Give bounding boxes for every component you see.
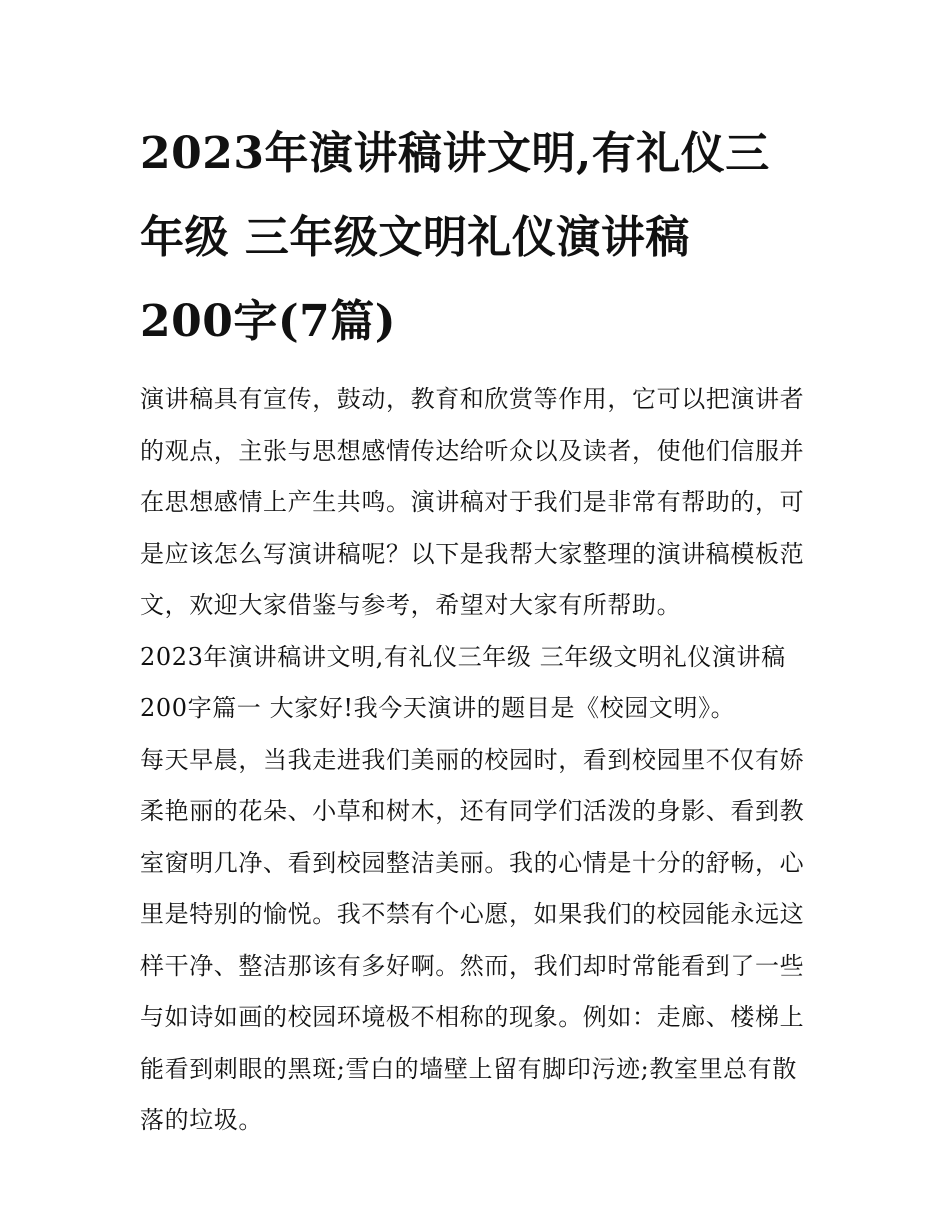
body-line-14: 能看到刺眼的黑斑;雪白的墙壁上留有脚印污迹;教室里总有散 bbox=[140, 1054, 797, 1083]
title-line-3: 200字(7篇) bbox=[140, 296, 397, 347]
body-line-8: 每天早晨，当我走进我们美丽的校园时，看到校园里不仅有娇 bbox=[140, 745, 805, 774]
document-title bbox=[140, 112, 812, 364]
document-page bbox=[140, 112, 812, 1147]
body-line-11: 里是特别的愉悦。我不禁有个心愿，如果我们的校园能永远这 bbox=[140, 900, 805, 928]
body-line-7: 200字篇一 大家好!我今天演讲的题目是《校园文明》。 bbox=[140, 694, 736, 722]
body-line-9: 柔艳丽的花朵、小草和树木，还有同学们活泼的身影、看到教 bbox=[140, 797, 805, 825]
body-line-12: 样干净、整洁那该有多好啊。然而，我们却时常能看到了一些 bbox=[140, 951, 805, 980]
document-body bbox=[140, 374, 812, 1147]
body-line-4: 是应该怎么写演讲稿呢？以下是我帮大家整理的演讲稿模板范 bbox=[140, 539, 805, 568]
body-line-5: 文，欢迎大家借鉴与参考，希望对大家有所帮助。 bbox=[140, 591, 682, 619]
body-line-3: 在思想感情上产生共鸣。演讲稿对于我们是非常有帮助的，可 bbox=[140, 488, 805, 516]
body-line-15: 落的垃圾。 bbox=[140, 1106, 263, 1134]
body-line-13: 与如诗如画的校园环境极不相称的现象。例如：走廊、楼梯上 bbox=[140, 1003, 805, 1031]
body-line-2: 的观点，主张与思想感情传达给听众以及读者，使他们信服并 bbox=[140, 436, 805, 465]
body-line-1: 演讲稿具有宣传，鼓动，教育和欣赏等作用，它可以把演讲者 bbox=[140, 385, 805, 413]
body-line-10: 室窗明几净、看到校园整洁美丽。我的心情是十分的舒畅，心 bbox=[140, 848, 805, 877]
title-line-1: 2023年演讲稿讲文明,有礼仪三 bbox=[140, 128, 770, 179]
title-line-2: 年级 三年级文明礼仪演讲稿 bbox=[140, 212, 690, 263]
body-line-6: 2023年演讲稿讲文明,有礼仪三年级 三年级文明礼仪演讲稿 bbox=[140, 642, 786, 671]
